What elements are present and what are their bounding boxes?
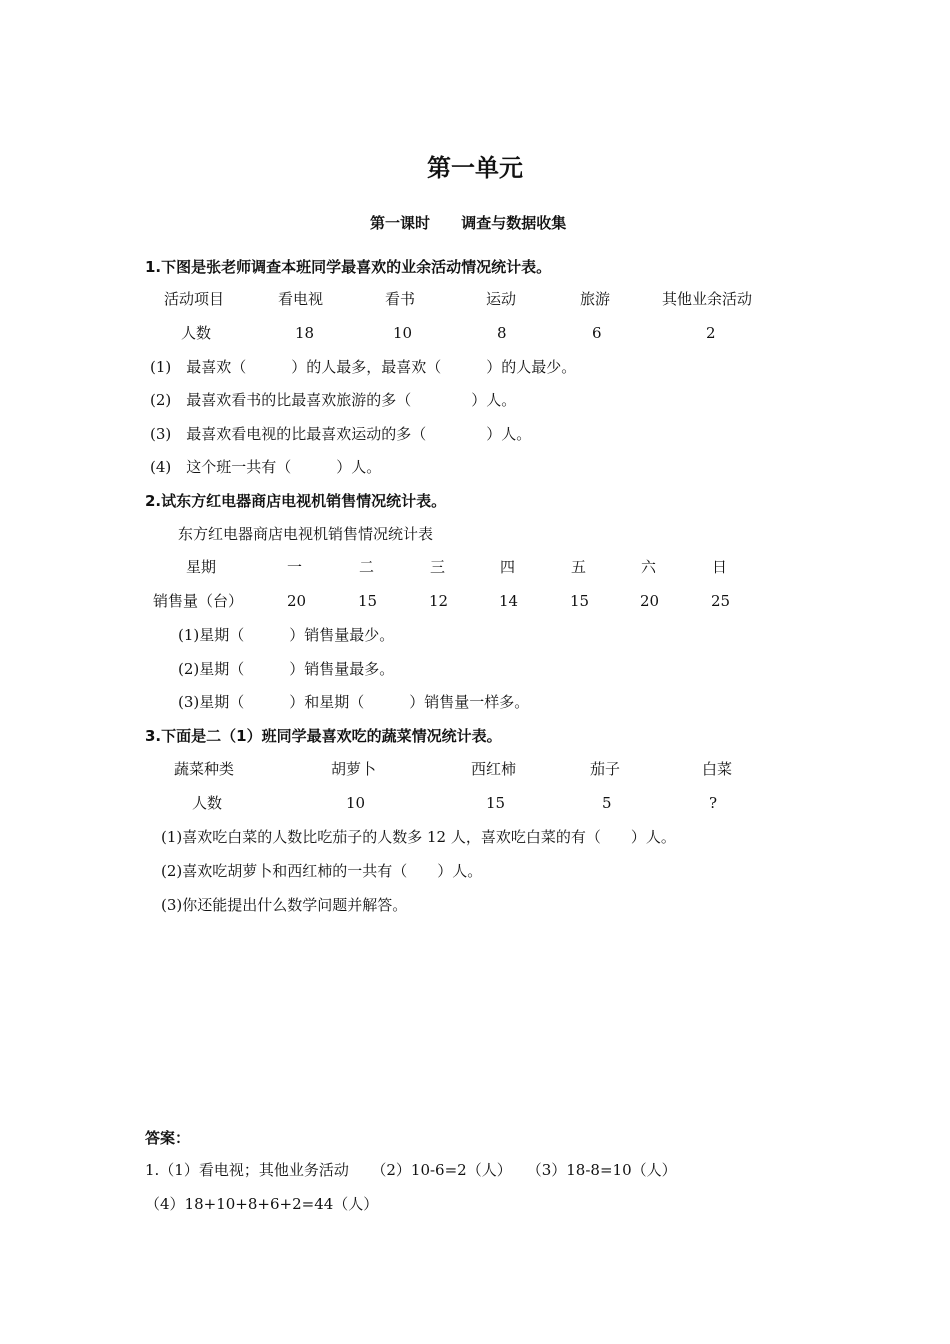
answer-line: 1.（1）看电视；其他业务活动 （2）10-6=2（人） （3）18-8=10（人） <box>145 1161 677 1179</box>
q3-item: (2)喜欢吃胡萝卜和西红柿的一共有（ ）人。 <box>161 862 483 880</box>
q2-item: (2)星期（ ）销售量最多。 <box>178 660 395 678</box>
q3-row-cell: 15 <box>486 794 506 812</box>
q1-header-cell: 旅游 <box>580 290 611 308</box>
q2-row-cell: 14 <box>499 592 519 610</box>
q2-item: (1)星期（ ）销售量最少。 <box>178 626 395 644</box>
q2-row-cell: 销售量（台） <box>153 592 244 610</box>
q1-header-cell: 其他业余活动 <box>662 290 753 308</box>
q3-header-cell: 白菜 <box>702 760 733 778</box>
q1-row-cell: 10 <box>393 324 413 342</box>
q1-item: (4) 这个班一共有（ ）人。 <box>150 458 382 476</box>
q3-header-cell: 胡萝卜 <box>331 760 377 778</box>
q2-row-cell: 15 <box>358 592 378 610</box>
answers-label: 答案： <box>145 1129 191 1147</box>
q2-header-cell: 星期 <box>186 558 217 576</box>
q1-header-cell: 活动项目 <box>164 290 225 308</box>
q2-header-cell: 一 <box>287 558 303 576</box>
q3-row-cell: 10 <box>346 794 366 812</box>
q1-row-cell: 人数 <box>181 324 212 342</box>
q3-row-cell: 人数 <box>192 794 223 812</box>
q3-header-cell: 蔬菜种类 <box>174 760 235 778</box>
page-title: 第一单元 <box>427 154 523 182</box>
q1-header-cell: 运动 <box>486 290 517 308</box>
lesson-label: 第一课时 <box>370 214 431 232</box>
q1-heading: 1.下图是张老师调查本班同学最喜欢的业余活动情况统计表。 <box>145 258 552 276</box>
q2-header-cell: 二 <box>359 558 375 576</box>
lesson-topic: 调查与数据收集 <box>461 214 567 232</box>
q3-heading: 3.下面是二（1）班同学最喜欢吃的蔬菜情况统计表。 <box>145 727 502 745</box>
q2-header-cell: 五 <box>571 558 587 576</box>
q2-row-cell: 20 <box>640 592 660 610</box>
q2-heading: 2.试东方红电器商店电视机销售情况统计表。 <box>145 492 447 510</box>
q3-item: (1)喜欢吃白菜的人数比吃茄子的人数多 12 人，喜欢吃白菜的有（ ）人。 <box>161 828 676 846</box>
q3-row-cell: ? <box>709 794 718 812</box>
q2-row-cell: 25 <box>711 592 731 610</box>
q1-row-cell: 6 <box>592 324 602 342</box>
q2-row-cell: 12 <box>429 592 449 610</box>
q2-row-cell: 15 <box>570 592 590 610</box>
q2-table-title: 东方红电器商店电视机销售情况统计表 <box>178 525 434 543</box>
q1-item: (2) 最喜欢看书的比最喜欢旅游的多（ ）人。 <box>150 391 517 409</box>
answer-line: （4）18+10+8+6+2=44（人） <box>145 1195 379 1213</box>
q1-header-cell: 看书 <box>385 290 416 308</box>
q2-header-cell: 三 <box>430 558 446 576</box>
q1-item: (1) 最喜欢（ ）的人最多，最喜欢（ ）的人最少。 <box>150 358 577 376</box>
q1-header-cell: 看电视 <box>278 290 324 308</box>
lesson-subtitle <box>370 213 566 233</box>
q2-row-cell: 20 <box>287 592 307 610</box>
q2-item: (3)星期（ ）和星期（ ）销售量一样多。 <box>178 693 530 711</box>
q3-header-cell: 西红柿 <box>471 760 517 778</box>
q3-item: (3)你还能提出什么数学问题并解答。 <box>161 896 408 914</box>
q1-row-cell: 2 <box>706 324 716 342</box>
q2-header-cell: 日 <box>712 558 728 576</box>
q3-header-cell: 茄子 <box>590 760 621 778</box>
q2-header-cell: 六 <box>641 558 657 576</box>
q1-item: (3) 最喜欢看电视的比最喜欢运动的多（ ）人。 <box>150 425 532 443</box>
q1-row-cell: 18 <box>295 324 315 342</box>
q1-row-cell: 8 <box>497 324 507 342</box>
q3-row-cell: 5 <box>602 794 612 812</box>
q2-header-cell: 四 <box>500 558 516 576</box>
